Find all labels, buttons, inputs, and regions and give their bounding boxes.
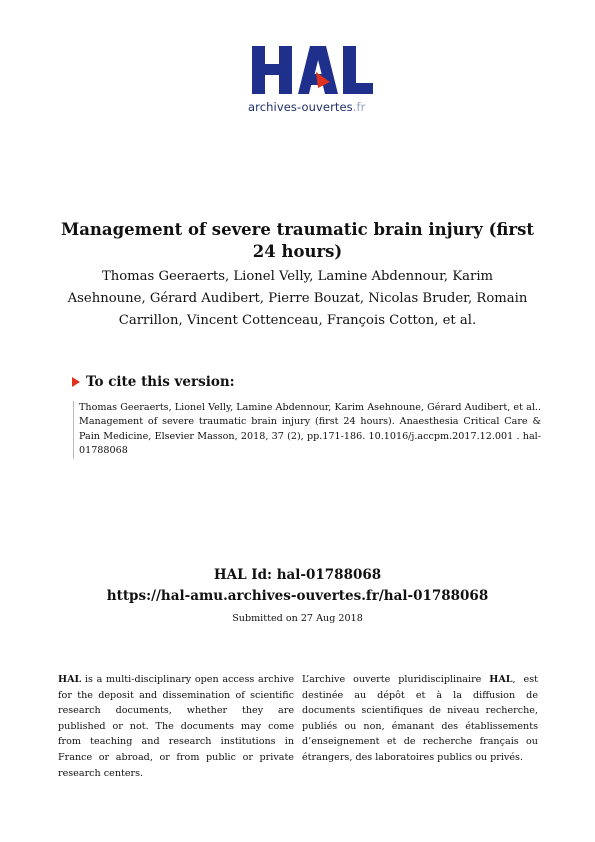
- hal-id: HAL Id: hal-01788068: [213, 567, 382, 583]
- cite-heading-label: To cite this version:: [86, 374, 235, 390]
- hal-strong: HAL: [58, 674, 82, 685]
- cite-heading: [72, 374, 235, 390]
- hal-logo-icon: [248, 42, 378, 98]
- english-notice-text: is a multi-disciplinary open access archive for the deposit and dissemination of scientific research documents, whether they are published or not. The documents may come from teaching and research institutions in France or abroad, or from public or private research centers.: [58, 674, 294, 779]
- french-notice: [302, 672, 538, 766]
- english-notice: [58, 672, 294, 781]
- french-notice-before: L’archive ouverte pluridisciplinaire: [302, 674, 490, 685]
- hal-logo[interactable]: [248, 42, 378, 116]
- submitted-date: Submitted on 27 Aug 2018: [232, 613, 363, 624]
- hal-strong-fr: HAL: [489, 674, 513, 685]
- french-notice-after: , est destinée au dépôt et à la diffusion de documents scientifiques de niveau recherche, publiés ou non, émanant des établissements d’enseignement et de recherche français ou étrangers, des laboratoires publics ou privés.: [302, 674, 538, 763]
- triangle-right-icon: [72, 377, 80, 387]
- hal-url-link[interactable]: https://hal-amu.archives-ouvertes.fr/hal-01788068: [106, 588, 489, 604]
- article-title: Management of severe traumatic brain injury (first 24 hours): [60, 220, 535, 261]
- citation-text: Thomas Geeraerts, Lionel Velly, Lamine Abdennour, Karim Asehnoune, Gérard Audibert, et al.. Management of severe traumatic brain injury (first 24 hours). Anaesthesia Critical Care & Pain Medicine, Elsevier Masson, 2018, 37 (2), pp.171-186. 10.1016/j.accpm.2017.12.001 . hal-01788068: [73, 401, 541, 459]
- article-authors: Thomas Geeraerts, Lionel Velly, Lamine Abdennour, Karim Asehnoune, Gérard Audibert, Pierre Bouzat, Nicolas Bruder, Romain Carrillon, Vincent Cottenceau, François Cotton, et al.: [67, 269, 528, 328]
- logo-subtitle: archives-ouvertes.fr: [248, 100, 366, 114]
